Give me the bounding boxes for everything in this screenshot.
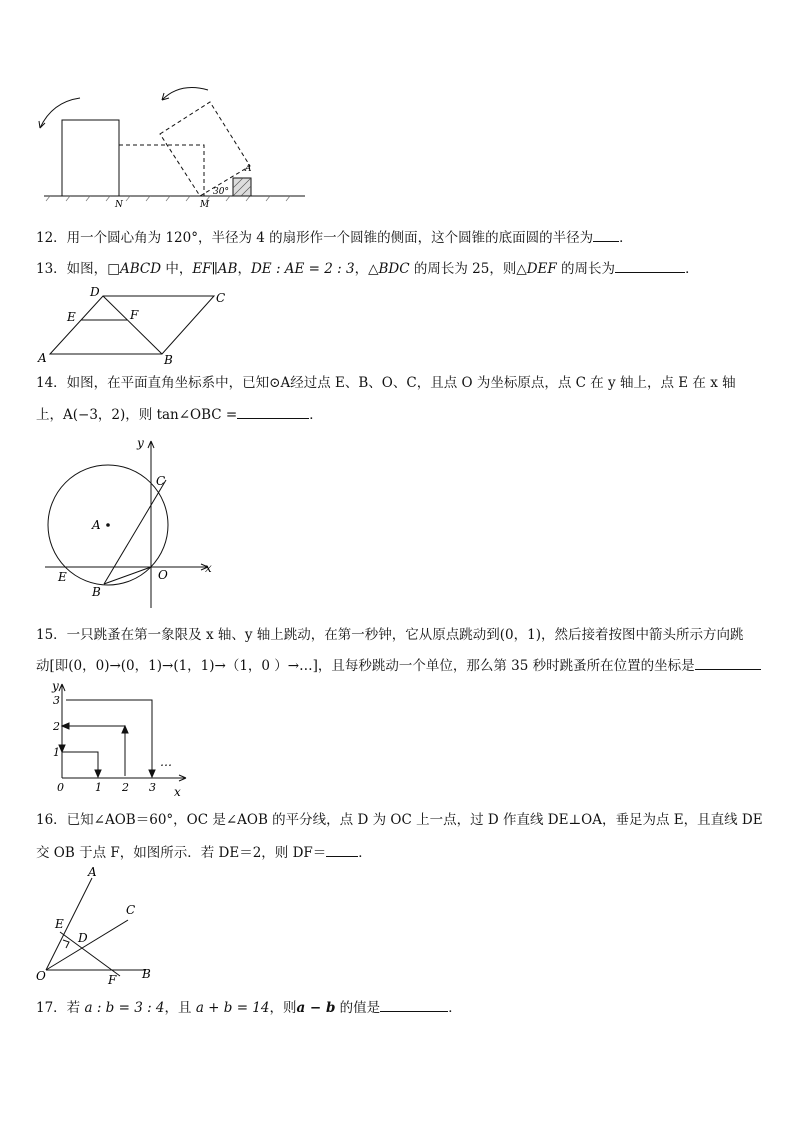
solid-block bbox=[62, 120, 119, 196]
circle-axes-figure bbox=[40, 435, 225, 615]
left-rotation-arrow bbox=[40, 98, 80, 128]
svg-text:F: F bbox=[108, 973, 117, 987]
svg-text:E: E bbox=[58, 570, 67, 584]
svg-text:y: y bbox=[52, 679, 59, 693]
angle-bisector-figure bbox=[36, 866, 166, 986]
svg-text:F: F bbox=[130, 308, 139, 322]
dashed-path bbox=[119, 145, 204, 196]
svg-text:B: B bbox=[92, 585, 101, 599]
q17-answer-blank[interactable] bbox=[380, 998, 448, 1012]
q16-answer-blank[interactable] bbox=[326, 843, 358, 857]
svg-text:C: C bbox=[216, 291, 226, 305]
q13-answer-blank[interactable] bbox=[615, 259, 685, 273]
question-15-line2: 动[即(0，0)→(0，1)→(1，1)→（1，0 ）→…]，且每秒跳动一个单位，那么第 35 秒时跳蚤所在位置的坐标是 bbox=[36, 656, 761, 676]
question-17: 17．若 a : b = 3 : 4，且 a + b = 14，则a − b 的值是 ． bbox=[36, 1000, 462, 1016]
path-unit bbox=[62, 752, 98, 774]
block-rotation-figure bbox=[30, 80, 310, 215]
svg-text:O: O bbox=[36, 969, 46, 983]
flea-path-figure bbox=[48, 680, 193, 798]
path-level-3 bbox=[66, 700, 152, 774]
svg-text:2: 2 bbox=[53, 720, 60, 733]
right-angle-mark bbox=[63, 940, 69, 948]
svg-text:A: A bbox=[92, 518, 101, 532]
center-point-a bbox=[106, 523, 110, 527]
svg-text:1: 1 bbox=[53, 746, 60, 759]
svg-text:B: B bbox=[164, 353, 173, 367]
label-a: A bbox=[245, 164, 252, 174]
svg-text:3: 3 bbox=[53, 694, 60, 707]
line-def bbox=[60, 932, 120, 976]
label-m: M bbox=[200, 200, 210, 210]
svg-text:A: A bbox=[38, 351, 47, 365]
svg-text:D: D bbox=[78, 931, 88, 945]
svg-text:E: E bbox=[67, 310, 76, 324]
path-level-2 bbox=[66, 726, 125, 776]
svg-text:O: O bbox=[158, 568, 168, 582]
question-14-line2: 上，A(−3，2)，则 tan∠OBC = ． bbox=[36, 407, 323, 423]
svg-text:2: 2 bbox=[122, 781, 129, 794]
svg-text:y: y bbox=[137, 436, 144, 450]
svg-text:E: E bbox=[55, 917, 64, 931]
svg-text:…: … bbox=[160, 755, 172, 769]
q12-answer-blank[interactable] bbox=[593, 228, 619, 242]
svg-text:A: A bbox=[88, 865, 97, 879]
svg-text:x: x bbox=[174, 785, 181, 799]
svg-text:3: 3 bbox=[149, 781, 156, 794]
question-13: 13．如图，□ABCD 中，EF∥AB，DE : AE = 2 : 3，△BDC 的周长为 25，则△DEF 的周长为 ． bbox=[36, 261, 699, 277]
label-n: N bbox=[115, 200, 123, 210]
question-12: 12．用一个圆心角为 120°，半径为 4 的扇形作一个圆锥的侧面，这个圆锥的底面圆的半径为 ． bbox=[36, 230, 633, 246]
question-14: 14．如图，在平面直角坐标系中，已知⊙A经过点 E、B、O、C，且点 O 为坐标原点，点 C 在 y 轴上，点 E 在 x 轴 bbox=[36, 375, 736, 391]
svg-text:1: 1 bbox=[95, 781, 102, 794]
svg-text:C: C bbox=[126, 903, 136, 917]
question-16-line2: 交 OB 于点 F，如图所示．若 DE＝2，则 DF＝ ． bbox=[36, 845, 372, 861]
svg-text:B: B bbox=[142, 967, 151, 981]
svg-text:x: x bbox=[205, 561, 212, 575]
q12-text: 12．用一个圆心角为 120°，半径为 4 的扇形作一个圆锥的侧面，这个圆锥的底面圆的半径为 bbox=[36, 230, 594, 246]
question-16: 16．已知∠AOB＝60°，OC 是∠AOB 的平分线，点 D 为 OC 上一点，过 D 作直线 DE⊥OA，垂足为点 E，且直线 DE bbox=[36, 812, 763, 828]
parallelogram-figure bbox=[36, 285, 236, 367]
diagonal-bd bbox=[103, 296, 162, 354]
q14-answer-blank[interactable] bbox=[237, 405, 309, 419]
svg-text:C: C bbox=[156, 474, 166, 488]
q15-answer-blank[interactable] bbox=[695, 656, 761, 670]
svg-text:D: D bbox=[90, 285, 100, 299]
question-15: 15．一只跳蚤在第一象限及 x 轴、y 轴上跳动，在第一秒钟，它从原点跳动到(0，1)，然后接着按图中箭头所示方向跳 bbox=[36, 627, 744, 643]
segment-bc bbox=[104, 480, 166, 584]
label-angle: 30° bbox=[213, 187, 229, 197]
svg-text:0: 0 bbox=[57, 781, 64, 794]
